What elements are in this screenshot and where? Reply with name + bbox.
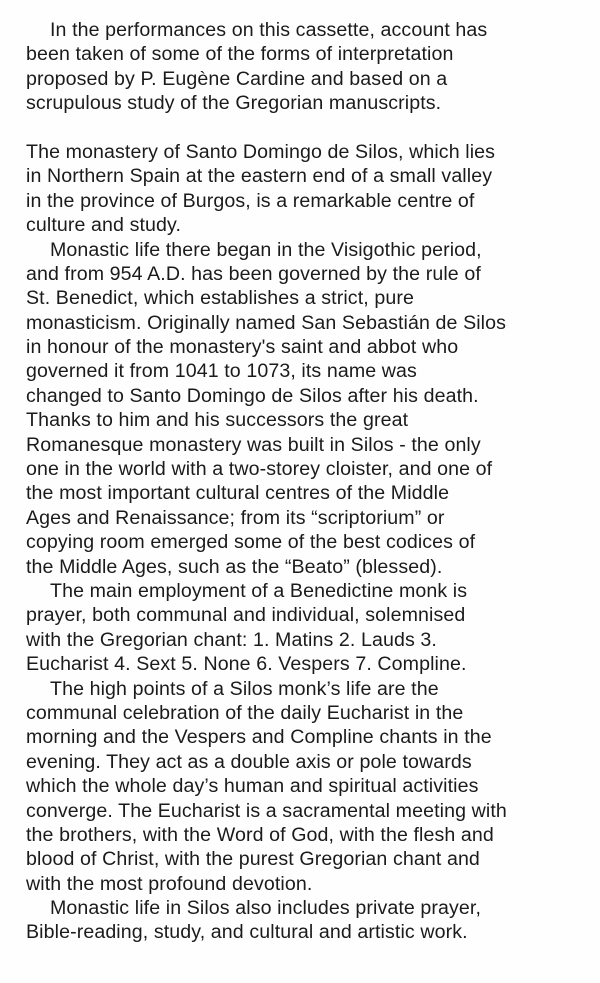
text-line: culture and study. [26, 214, 182, 237]
paragraph-high-points [26, 677, 592, 897]
text-line: communal celebration of the daily Eucharist in the [26, 701, 464, 724]
text-line: Thanks to him and his successors the great [26, 409, 409, 432]
paragraph-intro [26, 18, 592, 116]
text-line: with the most profound devotion. [26, 872, 313, 895]
text-line: In the performances on this cassette, account has [50, 19, 488, 41]
paragraph-employment [26, 579, 592, 677]
text-line: one in the world with a two-storey cloister, and one of [26, 458, 493, 481]
text-line: Ages and Renaissance; from its “scriptorium” or [26, 506, 445, 529]
text-line: Eucharist 4. Sext 5. None 6. Vespers 7. Compline. [26, 653, 467, 676]
text-line: in the province of Burgos, is a remarkable centre of [26, 189, 475, 212]
text-line: Monastic life there began in the Visigothic period, [50, 238, 482, 261]
text-line: The high points of a Silos monk’s life are the [50, 677, 439, 700]
text-line: proposed by P. Eugène Cardine and based on a [26, 67, 448, 90]
text-line: Monastic life in Silos also includes private prayer, [50, 897, 482, 920]
liner-notes-text [26, 18, 592, 945]
text-line: been taken of some of the forms of interpretation [26, 43, 454, 66]
text-line: converge. The Eucharist is a sacramental meeting with [26, 799, 507, 822]
text-line: monasticism. Originally named San Sebastián de Silos [26, 311, 507, 334]
text-line: the Middle Ages, such as the “Beato” (blessed). [26, 555, 443, 578]
text-line: governed it from 1041 to 1073, its name was [26, 360, 417, 383]
text-line: St. Benedict, which establishes a strict, pure [26, 287, 414, 310]
text-line: scrupulous study of the Gregorian manuscripts. [26, 92, 442, 115]
text-line: and from 954 A.D. has been governed by the rule of [26, 262, 481, 285]
paragraph-gap [26, 116, 592, 140]
text-line: The monastery of Santo Domingo de Silos, which lies [26, 140, 496, 163]
text-line: with the Gregorian chant: 1. Matins 2. Lauds 3. [26, 628, 437, 651]
text-line: blood of Christ, with the purest Gregorian chant and [26, 848, 480, 871]
paragraph-monastery-location [26, 140, 592, 238]
text-line: prayer, both communal and individual, solemnised [26, 604, 466, 627]
text-line: in honour of the monastery's saint and abbot who [26, 336, 459, 359]
text-line: evening. They act as a double axis or pole towards [26, 750, 472, 773]
text-line: in Northern Spain at the eastern end of a small valley [26, 165, 493, 188]
text-line: The main employment of a Benedictine monk is [50, 579, 468, 602]
text-line: Bible-reading, study, and cultural and artistic work. [26, 921, 468, 944]
text-line: the brothers, with the Word of God, with the flesh and [26, 823, 494, 846]
text-line: changed to Santo Domingo de Silos after his death. [26, 384, 479, 407]
text-line: which the whole day’s human and spiritual activities [26, 775, 479, 798]
text-line: copying room emerged some of the best codices of [26, 531, 476, 554]
paragraph-monastic-history [26, 238, 592, 579]
paragraph-private-prayer [26, 896, 592, 945]
text-line: Romanesque monastery was built in Silos - the only [26, 433, 481, 456]
text-line: the most important cultural centres of the Middle [26, 482, 450, 505]
text-line: morning and the Vespers and Compline chants in the [26, 726, 492, 749]
